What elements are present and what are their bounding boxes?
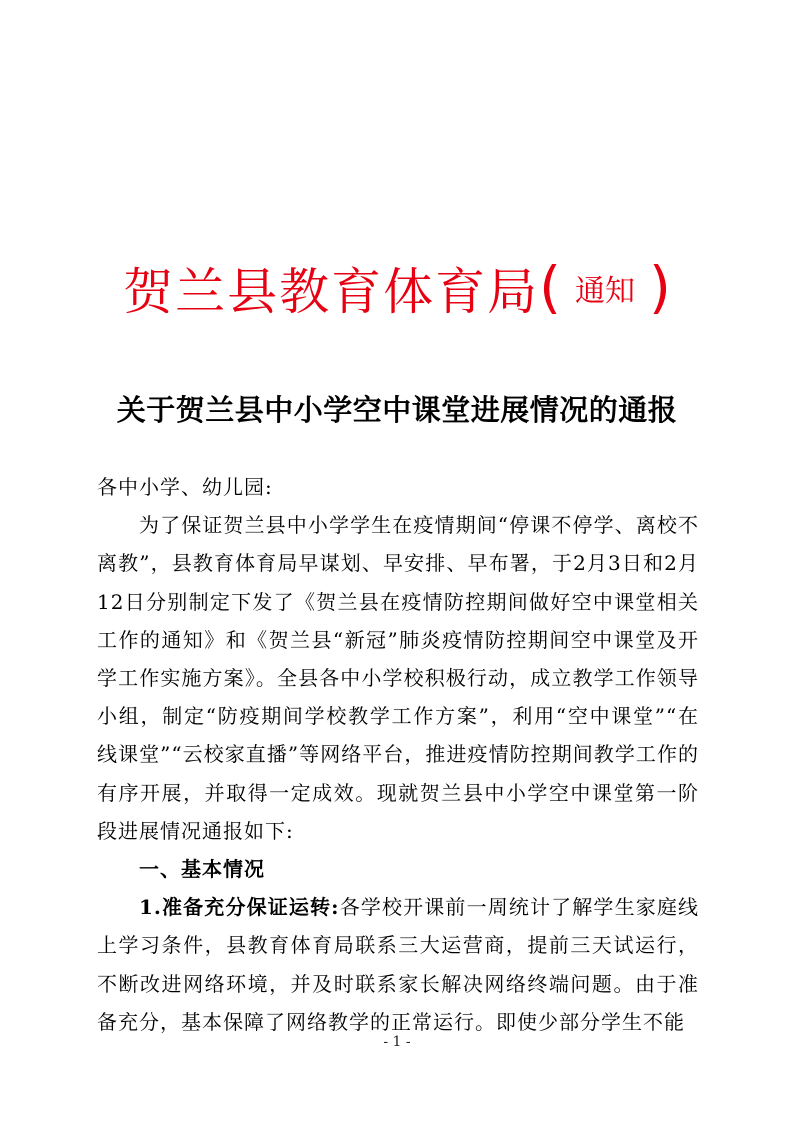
intro-paragraph: 为了保证贺兰县中小学学生在疫情期间“停课不停学、离校不离教”，县教育体育局早谋划、早安排、早布署，于2月3日和2月12日分别制定下发了《贺兰县在疫情防控期间做好空中课堂相关工作的通知》和《贺兰县“新冠”肺炎疫情防控期间空中课堂及开学工作实施方案》。全县各中小学校积极行动，成立教学工作领导小组，制定“防疫期间学校教学工作方案”，利用“空中课堂”“在线课堂”“云校家直播”等网络平台，推进疫情防控期间教学工作的有序开展，并取得一定成效。现就贺兰县中小学空中课堂第一阶段进展情况通报如下: <box>97 513 699 843</box>
document-kind: 通知 <box>575 274 635 309</box>
open-parenthesis: ( <box>539 255 561 321</box>
page-number: - 1 - <box>383 1034 411 1050</box>
item-paragraph <box>97 888 699 1041</box>
section-heading: 一、基本情况 <box>139 857 265 882</box>
item-lead: 1.准备充分保证运转: <box>139 895 340 920</box>
salutation: 各中小学、幼儿园: <box>97 475 273 499</box>
document-body <box>97 468 699 1041</box>
issuing-organization: 贺兰县教育体育局 <box>123 263 540 321</box>
document-title: 关于贺兰县中小学空中课堂进展情况的通报 <box>116 393 678 427</box>
close-parenthesis: ) <box>649 255 671 321</box>
document-header <box>0 252 794 324</box>
item-text: 各学校开课前一周统计了解学生家庭线上学习条件，县教育体育局联系三大运营商，提前三天试运行，不断改进网络环境，并及时联系家长解决网络终端问题。由于准备充分，基本保障了网络教学的正常运行。即使少部分学生不能 <box>97 895 700 1034</box>
